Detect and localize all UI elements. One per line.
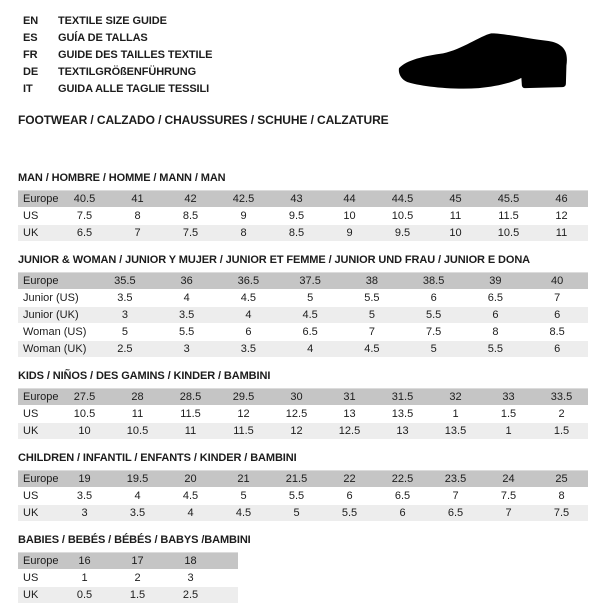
size-table-kids: [18, 388, 588, 440]
size-cell: 6: [323, 488, 376, 505]
size-cell: 30: [270, 389, 323, 406]
row-label: Woman (UK): [18, 341, 94, 358]
size-cell: 12.5: [270, 406, 323, 423]
size-cell: 8.5: [270, 225, 323, 242]
size-cell: 23.5: [429, 471, 482, 488]
row-label: UK: [18, 423, 58, 440]
language-guide-title: TEXTILGRÖßENFÜHRUNG: [58, 66, 197, 78]
table-row: [18, 553, 238, 570]
size-cell: 8.5: [526, 324, 588, 341]
size-cell: 8: [111, 208, 164, 225]
size-cell: 4: [279, 341, 341, 358]
size-cell: 3: [164, 570, 217, 587]
size-cell: 19.5: [111, 471, 164, 488]
size-cell: 7.5: [482, 488, 535, 505]
size-cell: 4.5: [164, 488, 217, 505]
size-cell: 13.5: [376, 406, 429, 423]
size-cell: 6: [526, 307, 588, 324]
size-cell: 27.5: [58, 389, 111, 406]
language-row: [23, 13, 600, 30]
table-row: [18, 505, 588, 522]
table-row: [18, 587, 238, 604]
size-cell: 44.5: [376, 191, 429, 208]
size-cell: 12: [270, 423, 323, 440]
size-cell: 13.5: [429, 423, 482, 440]
size-cell: 36: [156, 273, 218, 290]
language-code: FR: [23, 49, 38, 61]
size-cell: 38.5: [403, 273, 465, 290]
category-title: FOOTWEAR / CALZADO / CHAUSSURES / SCHUHE / CALZATURE: [18, 113, 389, 127]
size-cell: 40: [526, 273, 588, 290]
size-cell: 3: [94, 307, 156, 324]
table-row: [18, 406, 588, 423]
size-cell: 5: [270, 505, 323, 522]
size-cell: 6: [376, 505, 429, 522]
row-label: UK: [18, 225, 58, 242]
size-cell: 31: [323, 389, 376, 406]
size-cell: 5: [217, 488, 270, 505]
row-label: US: [18, 208, 58, 225]
size-table-man: [18, 190, 588, 242]
header: [0, 0, 600, 127]
size-cell: 42.5: [217, 191, 270, 208]
size-cell: 5: [94, 324, 156, 341]
size-cell: 18: [164, 553, 217, 570]
size-table-section: [18, 254, 600, 358]
size-table-section: [18, 534, 600, 604]
size-cell: 22.5: [376, 471, 429, 488]
spacer-cell: [217, 587, 238, 604]
size-cell: 13: [376, 423, 429, 440]
size-cell: 35.5: [94, 273, 156, 290]
size-cell: 17: [111, 553, 164, 570]
row-label: Europe: [18, 553, 58, 570]
size-cell: 2: [535, 406, 588, 423]
size-cell: 3: [156, 341, 218, 358]
size-cell: 7.5: [58, 208, 111, 225]
size-cell: 6.5: [279, 324, 341, 341]
size-cell: 19: [58, 471, 111, 488]
size-cell: 5.5: [341, 290, 403, 307]
size-cell: 3.5: [218, 341, 280, 358]
table-row: [18, 290, 588, 307]
size-cell: 9: [217, 208, 270, 225]
size-cell: 10: [323, 208, 376, 225]
size-cell: 7.5: [535, 505, 588, 522]
size-cell: 0.5: [58, 587, 111, 604]
size-cell: 5: [403, 341, 465, 358]
size-cell: 2: [111, 570, 164, 587]
row-label: Europe: [18, 273, 94, 290]
language-guide-title: TEXTILE SIZE GUIDE: [58, 15, 167, 27]
size-cell: 33.5: [535, 389, 588, 406]
size-cell: 40.5: [58, 191, 111, 208]
size-cell: 6.5: [58, 225, 111, 242]
size-cell: 43: [270, 191, 323, 208]
size-cell: 10: [58, 423, 111, 440]
size-tables: [0, 172, 600, 604]
size-cell: 4: [164, 505, 217, 522]
table-row: [18, 225, 588, 242]
size-cell: 3.5: [58, 488, 111, 505]
size-cell: 1: [58, 570, 111, 587]
size-cell: 24: [482, 471, 535, 488]
size-cell: 7: [526, 290, 588, 307]
size-cell: 6.5: [465, 290, 527, 307]
size-cell: 12.5: [323, 423, 376, 440]
size-cell: 7: [482, 505, 535, 522]
size-cell: 45: [429, 191, 482, 208]
size-cell: 1.5: [482, 406, 535, 423]
size-cell: 8: [465, 324, 527, 341]
size-cell: 20: [164, 471, 217, 488]
size-cell: 22: [323, 471, 376, 488]
table-title: JUNIOR & WOMAN / JUNIOR Y MUJER / JUNIOR ET FEMME / JUNIOR UND FRAU / JUNIOR E DONA: [18, 254, 531, 266]
size-cell: 6: [465, 307, 527, 324]
size-cell: 3: [58, 505, 111, 522]
size-cell: 3.5: [94, 290, 156, 307]
size-cell: 29.5: [217, 389, 270, 406]
size-cell: 6.5: [429, 505, 482, 522]
size-cell: 11.5: [217, 423, 270, 440]
language-code: IT: [23, 83, 33, 95]
language-guide-title: GUIDA ALLE TAGLIE TESSILI: [58, 83, 210, 95]
size-cell: 32: [429, 389, 482, 406]
size-table-babies: [18, 552, 238, 604]
language-guide-title: GUÍA DE TALLAS: [58, 32, 148, 44]
size-cell: 21: [217, 471, 270, 488]
size-cell: 11: [164, 423, 217, 440]
size-cell: 38: [341, 273, 403, 290]
size-cell: 4.5: [217, 505, 270, 522]
size-cell: 2.5: [164, 587, 217, 604]
size-cell: 13: [323, 406, 376, 423]
size-cell: 10: [429, 225, 482, 242]
size-cell: 33: [482, 389, 535, 406]
table-row: [18, 307, 588, 324]
table-title: MAN / HOMBRE / HOMME / MANN / MAN: [18, 172, 226, 184]
row-label: Europe: [18, 191, 58, 208]
size-cell: 9: [323, 225, 376, 242]
size-table-section: [18, 452, 600, 522]
size-cell: 25: [535, 471, 588, 488]
size-cell: 44: [323, 191, 376, 208]
table-title: KIDS / NIÑOS / DES GAMINS / KINDER / BAMBINI: [18, 370, 271, 382]
table-row: [18, 191, 588, 208]
row-label: Woman (US): [18, 324, 94, 341]
size-cell: 45.5: [482, 191, 535, 208]
row-label: US: [18, 488, 58, 505]
size-cell: 46: [535, 191, 588, 208]
language-code: EN: [23, 15, 39, 27]
size-cell: 41: [111, 191, 164, 208]
size-cell: 28: [111, 389, 164, 406]
size-cell: 11.5: [482, 208, 535, 225]
size-cell: 4: [218, 307, 280, 324]
shoe-silhouette-path: [399, 33, 567, 88]
size-cell: 1.5: [535, 423, 588, 440]
row-label: Junior (US): [18, 290, 94, 307]
size-cell: 10.5: [376, 208, 429, 225]
size-cell: 7: [111, 225, 164, 242]
table-row: [18, 423, 588, 440]
language-code: ES: [23, 32, 38, 44]
row-label: US: [18, 570, 58, 587]
size-cell: 36.5: [218, 273, 280, 290]
size-cell: 3.5: [156, 307, 218, 324]
size-cell: 6: [403, 290, 465, 307]
size-cell: 5: [341, 307, 403, 324]
size-table-children: [18, 470, 588, 522]
size-cell: 7.5: [164, 225, 217, 242]
size-table-junior-woman: [18, 272, 588, 358]
size-cell: 31.5: [376, 389, 429, 406]
size-cell: 3.5: [111, 505, 164, 522]
table-row: [18, 341, 588, 358]
spacer-cell: [217, 553, 238, 570]
spacer-cell: [217, 570, 238, 587]
size-cell: 8: [217, 225, 270, 242]
size-cell: 12: [535, 208, 588, 225]
row-label: UK: [18, 505, 58, 522]
size-cell: 1.5: [111, 587, 164, 604]
table-row: [18, 488, 588, 505]
row-label: Europe: [18, 389, 58, 406]
size-cell: 28.5: [164, 389, 217, 406]
size-cell: 5.5: [465, 341, 527, 358]
language-guide-title: GUIDE DES TAILLES TEXTILE: [58, 49, 213, 61]
size-cell: 4: [111, 488, 164, 505]
size-cell: 1: [429, 406, 482, 423]
size-cell: 37.5: [279, 273, 341, 290]
size-cell: 10.5: [111, 423, 164, 440]
size-cell: 4.5: [279, 307, 341, 324]
size-cell: 42: [164, 191, 217, 208]
size-cell: 10.5: [58, 406, 111, 423]
row-label: UK: [18, 587, 58, 604]
size-cell: 7: [429, 488, 482, 505]
table-title: BABIES / BEBÉS / BÉBÉS / BABYS /BAMBINI: [18, 534, 251, 546]
shoe-icon: [398, 30, 570, 92]
size-cell: 11: [535, 225, 588, 242]
table-row: [18, 208, 588, 225]
size-table-section: [18, 172, 600, 242]
size-cell: 5.5: [156, 324, 218, 341]
size-cell: 5.5: [403, 307, 465, 324]
size-cell: 7.5: [403, 324, 465, 341]
size-cell: 4.5: [341, 341, 403, 358]
row-label: Junior (UK): [18, 307, 94, 324]
row-label: US: [18, 406, 58, 423]
size-cell: 6: [218, 324, 280, 341]
table-row: [18, 471, 588, 488]
table-row: [18, 273, 588, 290]
size-cell: 4.5: [218, 290, 280, 307]
table-row: [18, 389, 588, 406]
size-cell: 21.5: [270, 471, 323, 488]
size-cell: 1: [482, 423, 535, 440]
size-cell: 7: [341, 324, 403, 341]
size-cell: 11: [429, 208, 482, 225]
size-cell: 11: [111, 406, 164, 423]
size-cell: 16: [58, 553, 111, 570]
size-cell: 6: [526, 341, 588, 358]
size-cell: 11.5: [164, 406, 217, 423]
size-cell: 6.5: [376, 488, 429, 505]
size-cell: 5: [279, 290, 341, 307]
size-cell: 8.5: [164, 208, 217, 225]
table-row: [18, 570, 238, 587]
size-cell: 9.5: [270, 208, 323, 225]
size-cell: 39: [465, 273, 527, 290]
table-row: [18, 324, 588, 341]
size-cell: 8: [535, 488, 588, 505]
size-cell: 5.5: [270, 488, 323, 505]
size-cell: 2.5: [94, 341, 156, 358]
size-table-section: [18, 370, 600, 440]
size-cell: 9.5: [376, 225, 429, 242]
size-cell: 5.5: [323, 505, 376, 522]
language-code: DE: [23, 66, 39, 78]
table-title: CHILDREN / INFANTIL / ENFANTS / KINDER / BAMBINI: [18, 452, 297, 464]
size-cell: 10.5: [482, 225, 535, 242]
size-cell: 4: [156, 290, 218, 307]
row-label: Europe: [18, 471, 58, 488]
size-cell: 12: [217, 406, 270, 423]
